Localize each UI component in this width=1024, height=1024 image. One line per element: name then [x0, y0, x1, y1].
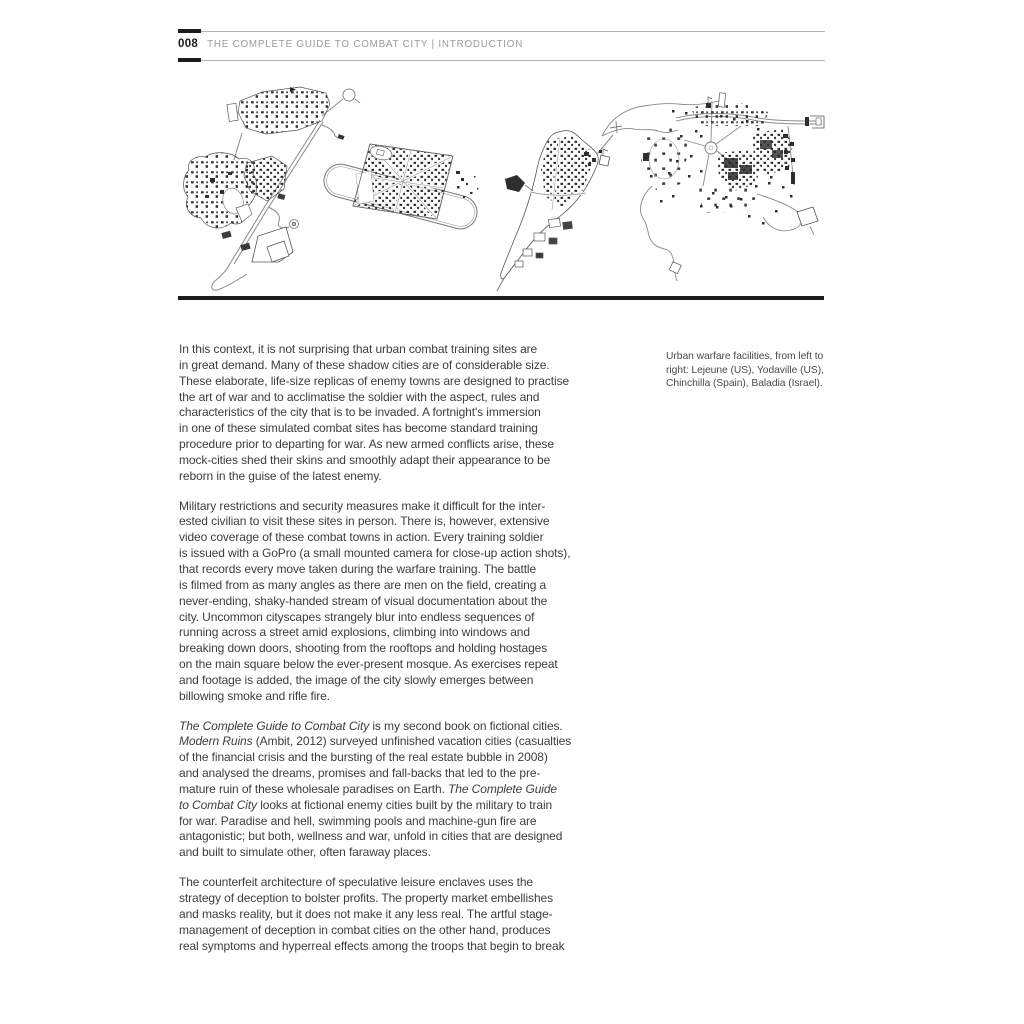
text-line: The Complete Guide to Combat City is my second book on fictional cities.: [179, 718, 563, 733]
text-line: These elaborate, life-size replicas of enemy towns are designed to practise: [179, 373, 570, 388]
text-line: ested civilian to visit these sites in person. There is, however, extensive: [179, 514, 550, 529]
text-line: in one of these simulated combat sites has become standard training: [179, 421, 538, 436]
caption-line: Chinchilla (Spain), Baladia (Israel).: [666, 378, 823, 390]
figure-maps: [175, 86, 830, 292]
text-line: never-ending, shaky-handed stream of visual documentation about the: [179, 593, 548, 608]
text-line: In this context, it is not surprising that urban combat training sites are: [179, 342, 538, 356]
text-line: city. Uncommon cityscapes strangely blur into endless sequences of: [179, 609, 535, 624]
header-top-dash: [178, 29, 201, 33]
caption-line: right: Lejeune (US), Yodaville (US),: [666, 364, 824, 376]
map-chinchilla: [497, 121, 622, 291]
text-line: procedure prior to departing for war. As new armed conflicts arise, these: [179, 437, 554, 452]
text-line: video coverage of these combat towns in action. Every training soldier: [179, 530, 544, 545]
text-line: strategy of deception to bolster profits. The property market embellishes: [179, 891, 553, 905]
caption-line: Urban warfare facilities, from left to: [666, 351, 824, 362]
text-line: management of deception in combat cities on the other hand, produces: [179, 922, 551, 937]
text-line: Modern Ruins (Ambit, 2012) surveyed unfinished vacation cities (casualties: [179, 734, 572, 749]
paragraph: [179, 875, 609, 954]
header-top-rule: [178, 31, 825, 32]
text-line: of the financial crisis and the bursting of the real estate bubble in 2008): [179, 750, 548, 765]
text-line: breaking down doors, shooting from the rooftops and holding hostages: [179, 641, 548, 656]
text-line: and masks reality, but it does not make it any less real. The artful stage-: [179, 906, 553, 921]
text-line: and analysed the dreams, promises and fall-backs that led to the pre-: [179, 766, 541, 781]
figure-caption: [666, 350, 831, 391]
running-head: [178, 38, 825, 50]
paragraph: [179, 719, 609, 862]
text-line: characteristics of the city that is to be invaded. A fortnight's immersion: [179, 405, 541, 420]
text-line: running across a street amid explosions, climbing into windows and: [179, 625, 530, 640]
text-line: billowing smoke and rifle fire.: [179, 688, 330, 703]
text-line: on the main square below the ever-present mosque. As exercises repeat: [179, 657, 558, 672]
text-line: mature ruin of these wholesale paradises on Earth. The Complete Guide: [179, 781, 557, 796]
body-text: [179, 342, 609, 968]
text-line: mock-cities shed their skins and smoothly adapt their appearance to be: [179, 452, 551, 467]
header-bottom-dash: [178, 58, 201, 62]
text-line: for war. Paradise and hell, swimming pools and machine-gun fire are: [179, 813, 537, 828]
text-line: real symptoms and hyperreal effects among the troops that begin to break: [179, 938, 565, 953]
text-line: The counterfeit architecture of speculative leisure enclaves uses the: [179, 875, 533, 890]
text-line: Military restrictions and security measures make it difficult for the inter-: [179, 498, 546, 513]
text-line: in great demand. Many of these shadow cities are of considerable size.: [179, 357, 550, 372]
text-line: that records every move taken during the warfare training. The battle: [179, 561, 537, 576]
text-line: antagonistic; but both, wellness and war, unfold in cities that are designed: [179, 829, 563, 844]
map-lejeune: [184, 87, 360, 290]
header-bottom-rule: [178, 60, 825, 61]
figure-bottom-rule: [178, 296, 824, 300]
paragraph: [179, 342, 609, 485]
page-number: 008: [178, 38, 199, 50]
text-line: to Combat City looks at fictional enemy cities built by the military to train: [179, 797, 553, 812]
map-yodaville: [320, 144, 480, 233]
paragraph: [179, 499, 609, 705]
map-baladia: [599, 93, 824, 281]
text-line: and built to simulate other, often faraway places.: [179, 845, 431, 860]
running-title: THE COMPLETE GUIDE TO COMBAT CITY | INTRODUCTION: [207, 39, 524, 50]
text-line: is issued with a GoPro (a small mounted camera for close-up action shots),: [179, 546, 571, 561]
text-line: is filmed from as many angles as there are men on the field, creating a: [179, 577, 547, 592]
text-line: and footage is added, the image of the city slowly emerges between: [179, 672, 534, 687]
text-line: reborn in the guise of the latest enemy.: [179, 468, 382, 483]
text-line: the art of war and to acclimatise the soldier with the aspect, rules and: [179, 389, 540, 404]
